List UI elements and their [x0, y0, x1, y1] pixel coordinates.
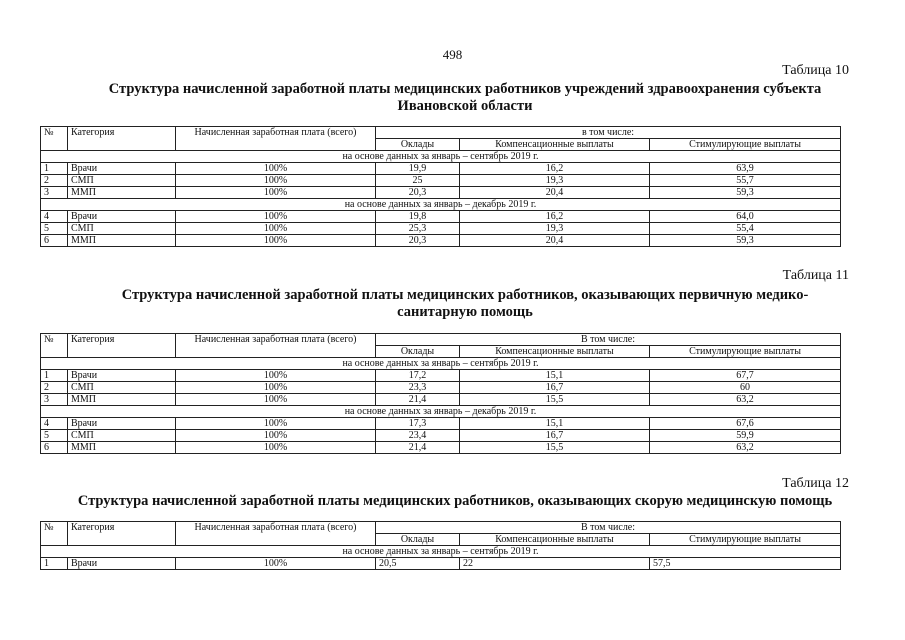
header-category: Категория: [68, 334, 176, 358]
table-11-label: Таблица 11: [782, 268, 849, 283]
table-row: [41, 163, 841, 175]
row-category: ММП: [68, 442, 176, 454]
row-num: 6: [41, 442, 68, 454]
row-incentive: 59,3: [650, 235, 841, 247]
row-total: 100%: [176, 418, 376, 430]
row-compensation: 16,2: [460, 163, 650, 175]
row-incentive: 55,4: [650, 223, 841, 235]
row-category: СМП: [68, 223, 176, 235]
row-category: ММП: [68, 394, 176, 406]
header-num: №: [41, 334, 68, 358]
row-compensation: 22: [460, 558, 650, 570]
header-including: В том числе:: [376, 334, 841, 346]
table-row: [41, 211, 841, 223]
row-incentive: 63,9: [650, 163, 841, 175]
table-10-title-line1: Структура начисленной заработной платы медицинских работников учреждений здравоохранения субъекта: [108, 81, 822, 97]
row-total: 100%: [176, 382, 376, 394]
row-total: 100%: [176, 175, 376, 187]
table-row: [41, 187, 841, 199]
header-including: в том числе:: [376, 127, 841, 139]
row-salary: 23,3: [376, 382, 460, 394]
row-category: ММП: [68, 187, 176, 199]
header-incentive: Стимулирующие выплаты: [650, 534, 841, 546]
table-row: [41, 394, 841, 406]
row-salary: 25: [376, 175, 460, 187]
row-num: 3: [41, 394, 68, 406]
row-total: 100%: [176, 558, 376, 570]
row-category: Врачи: [68, 163, 176, 175]
row-incentive: 57,5: [650, 558, 841, 570]
row-salary: 17,2: [376, 370, 460, 382]
header-category: Категория: [68, 127, 176, 151]
table-11-title-line1: Структура начисленной заработной платы медицинских работников, оказывающих первичную медико-: [121, 287, 809, 303]
table-12-title-line1: Структура начисленной заработной платы медицинских работников, оказывающих скорую медицинскую помощь: [77, 493, 833, 509]
row-category: Врачи: [68, 418, 176, 430]
header-num: №: [41, 127, 68, 151]
row-num: 1: [41, 370, 68, 382]
row-num: 1: [41, 558, 68, 570]
header-compensation: Компенсационные выплаты: [460, 534, 650, 546]
row-compensation: 20,4: [460, 187, 650, 199]
row-compensation: 16,2: [460, 211, 650, 223]
header-total: Начисленная заработная плата (всего): [176, 127, 376, 151]
row-num: 1: [41, 163, 68, 175]
table-12-label: Таблица 12: [782, 476, 849, 491]
table-12: [40, 521, 841, 570]
table-11: [40, 333, 841, 454]
row-total: 100%: [176, 370, 376, 382]
header-incentive: Стимулирующие выплаты: [650, 139, 841, 151]
table-row: [41, 382, 841, 394]
header-including: В том числе:: [376, 522, 841, 534]
table-10-title: [70, 81, 860, 115]
row-total: 100%: [176, 223, 376, 235]
row-compensation: 15,5: [460, 394, 650, 406]
row-total: 100%: [176, 211, 376, 223]
header-salary: Оклады: [376, 346, 460, 358]
table-10-title-line2: Ивановской области: [397, 98, 533, 114]
header-num: №: [41, 522, 68, 546]
header-category: Категория: [68, 522, 176, 546]
row-compensation: 15,5: [460, 442, 650, 454]
table-10: [40, 126, 841, 247]
row-salary: 19,8: [376, 211, 460, 223]
row-total: 100%: [176, 430, 376, 442]
row-incentive: 64,0: [650, 211, 841, 223]
header-incentive: Стимулирующие выплаты: [650, 346, 841, 358]
row-incentive: 67,6: [650, 418, 841, 430]
row-salary: 25,3: [376, 223, 460, 235]
row-compensation: 19,3: [460, 175, 650, 187]
row-incentive: 60: [650, 382, 841, 394]
section-header: на основе данных за январь – декабрь 2019 г.: [41, 199, 841, 211]
row-compensation: 16,7: [460, 430, 650, 442]
row-num: 2: [41, 382, 68, 394]
row-total: 100%: [176, 187, 376, 199]
row-salary: 20,5: [376, 558, 460, 570]
table-11-title: [70, 287, 860, 321]
table-row: [41, 418, 841, 430]
row-total: 100%: [176, 442, 376, 454]
row-category: ММП: [68, 235, 176, 247]
header-total: Начисленная заработная плата (всего): [176, 334, 376, 358]
row-salary: 21,4: [376, 442, 460, 454]
header-salary: Оклады: [376, 139, 460, 151]
row-incentive: 67,7: [650, 370, 841, 382]
section-header: на основе данных за январь – сентябрь 2019 г.: [41, 546, 841, 558]
row-compensation: 19,3: [460, 223, 650, 235]
row-category: Врачи: [68, 558, 176, 570]
row-num: 6: [41, 235, 68, 247]
row-salary: 17,3: [376, 418, 460, 430]
section-header: на основе данных за январь – сентябрь 2019 г.: [41, 151, 841, 163]
table-row: [41, 370, 841, 382]
row-category: СМП: [68, 430, 176, 442]
row-incentive: 59,3: [650, 187, 841, 199]
row-total: 100%: [176, 235, 376, 247]
header-compensation: Компенсационные выплаты: [460, 139, 650, 151]
row-num: 3: [41, 187, 68, 199]
table-row: [41, 558, 841, 570]
row-num: 4: [41, 211, 68, 223]
row-salary: 19,9: [376, 163, 460, 175]
row-compensation: 20,4: [460, 235, 650, 247]
header-total: Начисленная заработная плата (всего): [176, 522, 376, 546]
row-salary: 21,4: [376, 394, 460, 406]
table-12-title: [40, 493, 870, 510]
row-num: 5: [41, 430, 68, 442]
row-compensation: 16,7: [460, 382, 650, 394]
row-num: 2: [41, 175, 68, 187]
row-category: СМП: [68, 382, 176, 394]
section-header: на основе данных за январь – декабрь 2019 г.: [41, 406, 841, 418]
row-incentive: 59,9: [650, 430, 841, 442]
row-incentive: 63,2: [650, 394, 841, 406]
table-row: [41, 235, 841, 247]
row-incentive: 63,2: [650, 442, 841, 454]
row-total: 100%: [176, 394, 376, 406]
row-salary: 20,3: [376, 187, 460, 199]
table-10-label: Таблица 10: [782, 63, 849, 78]
table-row: [41, 442, 841, 454]
table-row: [41, 430, 841, 442]
table-row: [41, 223, 841, 235]
section-header: на основе данных за январь – сентябрь 2019 г.: [41, 358, 841, 370]
row-salary: 23,4: [376, 430, 460, 442]
row-category: СМП: [68, 175, 176, 187]
row-salary: 20,3: [376, 235, 460, 247]
table-row: [41, 175, 841, 187]
header-compensation: Компенсационные выплаты: [460, 346, 650, 358]
row-num: 4: [41, 418, 68, 430]
row-category: Врачи: [68, 370, 176, 382]
page-number: 498: [442, 47, 463, 62]
table-11-title-line2: санитарную помощь: [397, 304, 533, 320]
header-salary: Оклады: [376, 534, 460, 546]
row-category: Врачи: [68, 211, 176, 223]
row-compensation: 15,1: [460, 370, 650, 382]
row-compensation: 15,1: [460, 418, 650, 430]
row-incentive: 55,7: [650, 175, 841, 187]
row-num: 5: [41, 223, 68, 235]
row-total: 100%: [176, 163, 376, 175]
